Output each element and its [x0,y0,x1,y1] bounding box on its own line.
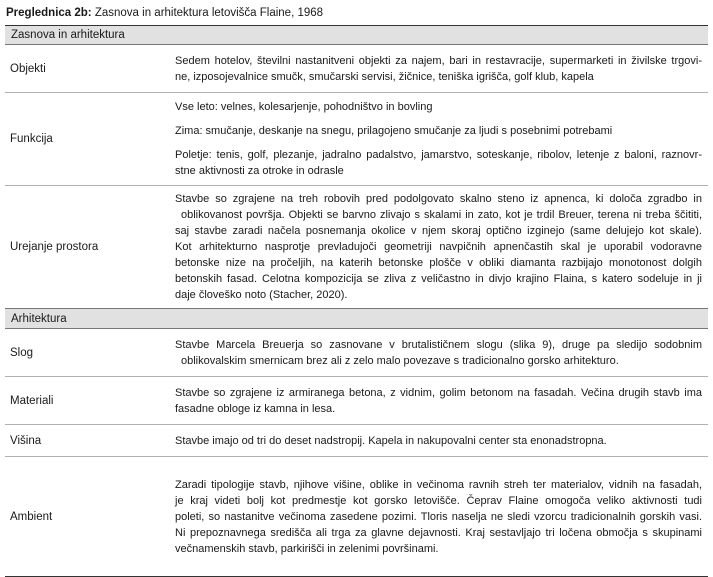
text-line: večnamenskih stavb, parkirišči in zelenimi površinami. [175,542,439,555]
table-row-ambient [5,457,708,576]
row-value [169,425,708,456]
text-line: poleti, so nastanitve večinoma zasedene pozimi. Tloris naselja ne sledi vzorcu tradicionalnih gorskih vasi. [175,510,702,523]
text-line: ne, izposojevalnice smučk, smučarski servisi, žičnice, teniška igrišča, golf klub, kapela [175,70,594,83]
table-row-objekti [5,45,708,93]
paragraph [175,433,702,449]
paragraph [175,53,702,85]
row-label: Objekti [10,62,46,75]
text-line: saj stavbe zaradi načela posnemanja okolice v njem skoraj optično izginejo (same delujejo kot skale). [175,225,702,237]
text-line: je kraj videti bolj kot predmestje kot gorsko letovišče. Čeprav Flaine omogoča veliko aktivnosti tudi [175,494,702,507]
paragraph [175,385,702,417]
row-label: Materiali [10,394,54,407]
text-line: Vse leto: velnes, kolesarjenje, pohodništvo in bovling [175,101,433,113]
row-value [169,186,708,308]
section-header-zasnova: Zasnova in arhitektura [5,26,708,45]
table-row-visina [5,425,708,457]
paragraph [175,477,702,557]
text-line: betonske nize na pročeljih, na katerih betonske plošče v obliki diamanta razbijajo monotonost dolgih [175,257,702,269]
text-line: oblikovanost površja. Objekti se barvno zlivajo s skalami in zato, kot je trdil Breuer, terena ni treba ščititi, [181,209,702,221]
row-label: Funkcija [10,133,53,145]
text-line: Stavbe Marcela Breuerja so zasnovane v brutalističnem slogu (slika 9), druge pa sledijo sodobnim [175,338,702,351]
caption-title: Zasnova in arhitektura letovišča Flaine, 1968 [94,7,324,19]
text-line: Stavbe so zgrajene iz armiranega betona, z vidnim, golim betonom na fasadah. Večina drugih stavb ima [175,386,702,399]
text-line: stne aktivnosti za otroke in odrasle [175,165,344,177]
text-line: Sedem hotelov, številni nastanitveni objekti za najem, bari in restavracije, supermarketi in živilske trgovi- [175,54,702,67]
table-row-slog [5,329,708,377]
paragraph [175,123,702,139]
text-line: betonskih fasad. Celotna kompozicija se zliva z veličastno in divjo krajino Flaina, s katero sodeluje in ji [175,273,702,285]
text-line: Ni prepoznavnega središča ali trga za glavne dejavnosti. Kraj sestavljajo tri ločena območja s skupinami [175,526,702,539]
data-table [5,25,708,577]
table-caption [6,7,323,19]
paragraph [175,99,702,115]
table-row-funkcija [5,93,708,186]
text-line: Zima: smučanje, deskanje na snegu, prilagojeno smučanje za ljudi s posebnimi potrebami [175,125,613,137]
text-line: Stavbe imajo od tri do deset nadstropij. Kapela in nakupovalni center sta enonadstropna. [175,434,607,447]
row-label: Višina [10,434,42,447]
row-value [169,93,708,185]
text-line: oblikovalskim smernicam brez ali z zelo malo povezave s tradicionalno gorsko arhitekturo. [181,354,619,367]
table-row-urejanje-prostora [5,186,708,308]
paragraph [175,147,702,179]
row-label: Urejanje prostora [10,241,99,253]
caption-label: Preglednica 2b: [6,7,92,19]
row-label: Slog [10,346,34,359]
text-line: Stavbe so zgrajene na treh robovih pred podolgovato skalno steno iz apnenca, ki določa zgradbo in [175,193,702,205]
paragraph [175,191,702,303]
text-line: Zaradi tipologije stavb, njihove višine, oblike in večinoma ravnih streh ter materialov, vidnih na fasadah, [175,478,702,491]
row-label: Ambient [10,510,53,523]
section-header-arhitektura: Arhitektura [5,308,708,329]
row-value [169,45,708,92]
table-row-materiali [5,377,708,425]
row-value [169,329,708,376]
text-line: daje človeško noto (Stacher, 2020). [175,289,348,301]
text-line: Poletje: tenis, golf, plezanje, jadralno padalstvo, jamarstvo, soteskanje, ribolov, letenje z baloni, raznovr- [175,149,702,161]
paragraph [175,337,702,369]
text-line: fasadne obloge iz kamna in lesa. [175,402,336,415]
text-line: Kot arhitekturno nasprotje prevladujoči geometriji navpičnih apnenčastih skal je uporabil vodoravne [175,241,702,253]
row-value [169,457,708,576]
row-value [169,377,708,424]
